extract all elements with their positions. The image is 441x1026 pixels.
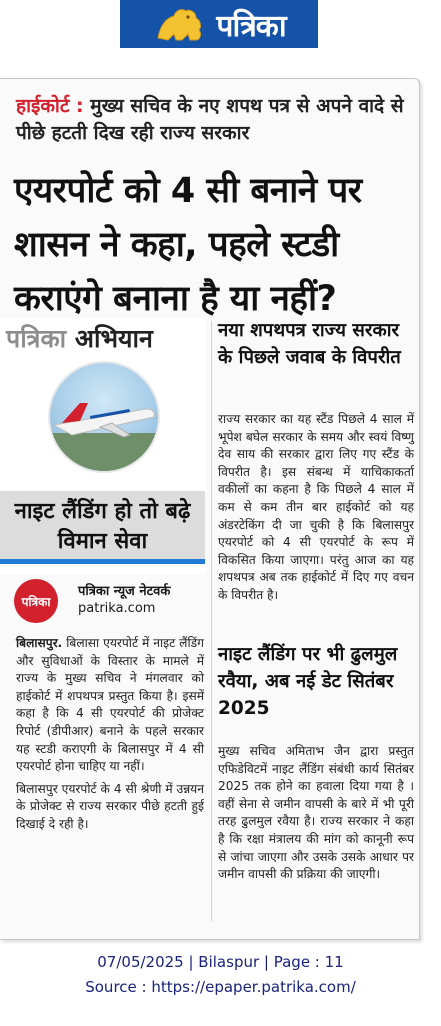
masthead-logo [120,0,318,48]
news-clipping [0,78,420,940]
paragraph-text: बिलासा एयरपोर्ट में नाइट लैंडिंग और सुविधाओं के विस्तार के मामले में राज्य के मुख्य सचिव ने मंगलवार को हाईकोर्ट में शपथपत्र प्रस्तुत किया है। इसमें कहा है कि 4 सी एयरपोर्ट की प्रोजेक्ट रिपोर्ट (डीपीआर) बनाने के पहले सरकार यह स्टडी कराएगी के बिलासपुर में 4 सी एयरपोर्ट होना चाहिए या नहीं। [16,636,204,774]
dateline: बिलासपुर. [16,636,63,650]
paragraph: बिलासपुर एयरपोर्ट के 4 सी श्रेणी में उन्नयन के प्रोजेक्ट से राज्य सरकार पीछे हटती हुई दिखाई दे रही है। [16,781,204,831]
divider [0,559,205,564]
campaign-banner [6,321,153,355]
story-body-right-1: राज्य सरकार का यह स्टैंड पिछले 4 साल में भूपेश बघेल सरकार के समय और स्वयं विष्णु देव साय की सरकार द्वारा लिए गए स्टैंड के विपरीत है। इस संबन्ध में याचिकाकर्ता वकीलों का कहना है कि पिछले 4 साल में कम से कम तीन बार हाईकोर्ट को यह अंडरटेकिंग दी जा चुकी है कि बिलासपुर एयरपोर्ट को 4 सी एयरपोर्ट के रूप में विकसित किया जाएगा। परंतु आज का यह शपथपत्र अब तक हाईकोर्ट में दिए गए वचन के विपरीत है। [218,412,414,602]
kicker-text: मुख्य सचिव के नए शपथ पत्र से अपने वादे से पीछे हटती दिख रही राज्य सरकार [16,95,404,144]
byline-network: पत्रिका न्यूज नेटवर्क [78,584,171,599]
byline-site: patrika.com [78,601,156,616]
byline [0,575,205,627]
column-divider [211,321,212,921]
campaign-brand: पत्रिका [6,324,67,353]
story-body-left [16,635,204,839]
source-footer [0,950,441,1000]
campaign-caption: नाइट लैंडिंग हो तो बढ़े विमान सेवा [14,499,191,554]
edition-info: 07/05/2025 | Bilaspur | Page : 11 [97,953,344,971]
kicker [16,93,414,147]
airplane-icon [50,363,158,471]
kicker-tag: हाईकोर्ट : [16,95,84,117]
subheading-2: नाइट लैंडिंग पर भी ढुलमुल रवैया, अब नई डेट सितंबर 2025 [218,644,398,719]
source-url: Source : https://epaper.patrika.com/ [85,978,356,996]
main-headline: एयरपोर्ट को 4 सी बनाने पर शासन ने कहा, पहले स्टडी कराएंगे बनाना है या नहीं? [14,171,362,319]
airplane-photo [48,361,160,473]
brand-name: पत्रिका [216,8,286,44]
campaign-caption-box [0,491,205,559]
patrika-badge-icon: पत्रिका [14,579,58,623]
campaign-word: अभियान [74,324,153,353]
subheading-1: नया शपथपत्र राज्य सरकार के पिछले जवाब के विपरीत [218,320,401,368]
paragraph [16,635,204,776]
story-body-right-2: मुख्य सचिव अमिताभ जैन द्वारा प्रस्तुत एफिडेविटमें नाइट लैंडिंग संबंधी कार्य सितंबर 2025 तक होने का हवाला दिया गया है । वहीं सेना से जमीन वापसी के बारे में भी पूरी तरह ढुलमुल रवैया है। राज्य सरकार ने कहा है कि रक्षा मंत्रालय की मांग को कानूनी रूप से जांचा जाएगा और उसके उसके आधार पर जमीन वापसी की प्रक्रिया की जाएगी। [218,744,414,882]
campaign-box [0,319,205,574]
lion-emblem-icon [152,4,206,44]
